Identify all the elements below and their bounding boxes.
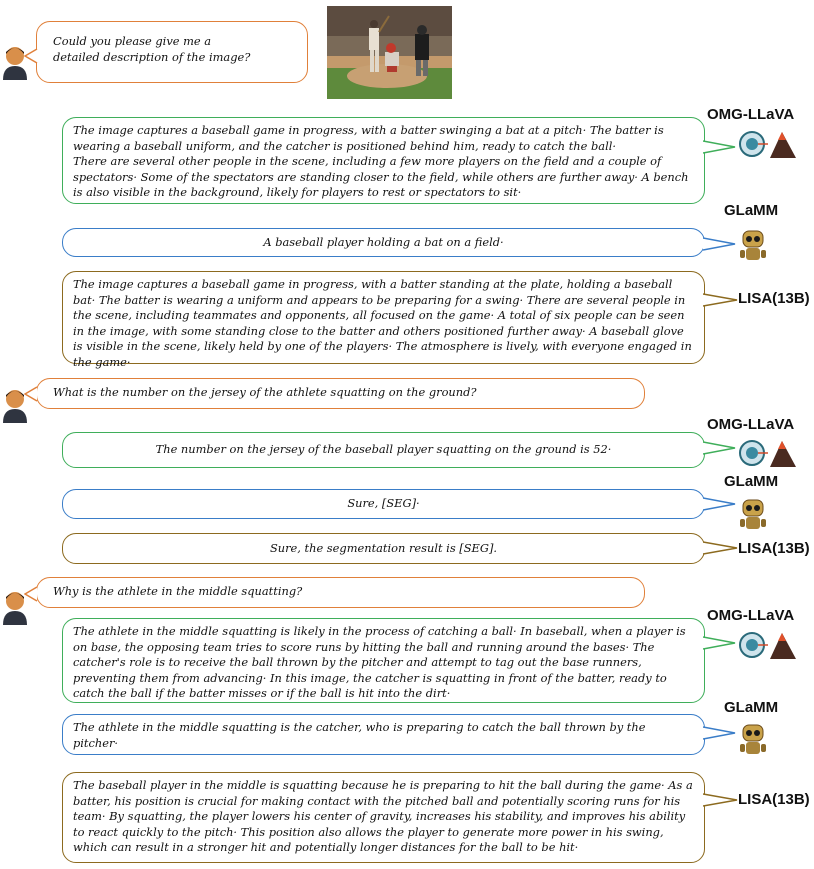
glamm-robot-icon <box>738 497 768 533</box>
bubble-tail <box>24 586 38 602</box>
answer-text: The athlete in the middle squatting is the catcher, who is preparing to catch the ball thrown by the pitcher· <box>73 720 646 750</box>
glamm-answer-3 <box>62 714 705 755</box>
bubble-tail <box>24 386 38 402</box>
glamm-robot-icon <box>738 722 768 758</box>
baseball-photo <box>327 6 452 99</box>
model-label-omg-llava: OMG-LLaVA <box>707 106 795 123</box>
omg-llava-answer-3 <box>62 618 705 703</box>
model-label-glamm: GLaMM <box>724 202 779 219</box>
question-text: What is the number on the jersey of the athlete squatting on the ground? <box>53 385 477 399</box>
glamm-robot-icon <box>738 228 768 264</box>
glamm-answer-2 <box>62 489 705 519</box>
model-label-lisa: LISA(13B) <box>738 540 810 557</box>
bubble-tail <box>703 237 737 251</box>
answer-text: The baseball player in the middle is squatting because he is preparing to hit the ball during the game· As a batter, his position is crucial for making contact with the pitched ball and potentially scoring runs for his team· By squatting, the player lowers his center of gravity, increases his stability, and improves his ability to react quickly to the pitch· This position also allows the player to generate more power in his swing, which can result in a stronger hit and potentially longer distances for the ball to be hit· <box>73 778 693 855</box>
answer-text: A baseball player holding a bat on a field· <box>263 234 504 249</box>
omg-llava-answer-2 <box>62 432 705 468</box>
question-text: Why is the athlete in the middle squatting? <box>53 584 303 598</box>
bubble-tail <box>703 541 739 555</box>
answer-text: Sure, the segmentation result is [SEG]. <box>269 540 498 555</box>
model-label-glamm: GLaMM <box>724 473 779 490</box>
lisa-answer-3 <box>62 772 705 863</box>
bubble-tail <box>703 793 739 807</box>
bubble-tail <box>703 726 737 740</box>
bubble-tail <box>24 48 38 64</box>
answer-text: The image captures a baseball game in progress, with a batter swinging a bat at a pitch· The batter is wearing a baseball uniform, and the catcher is positioned behind him, ready to catch the ball· There are several other people in the scene, including a few more players on the field and a couple of spectators· Some of the spectators are standing closer to the field, while others are further away· A bench is also visible in the background, likely for players to rest or spectators to sit· <box>73 123 689 200</box>
bubble-tail <box>703 293 739 307</box>
bubble-tail <box>703 140 737 154</box>
model-label-omg-llava: OMG-LLaVA <box>707 607 795 624</box>
answer-text: Sure, [SEG]· <box>347 496 420 511</box>
model-label-glamm: GLaMM <box>724 699 779 716</box>
glamm-answer-1 <box>62 228 705 257</box>
omg-llava-answer-1 <box>62 117 705 204</box>
user-question-2 <box>36 378 645 409</box>
user-question-3 <box>36 577 645 608</box>
model-label-lisa: LISA(13B) <box>738 290 810 307</box>
omg-llava-logo-icon <box>738 437 798 469</box>
omg-llava-logo-icon <box>738 128 798 160</box>
model-label-lisa: LISA(13B) <box>738 791 810 808</box>
bubble-tail <box>703 636 737 650</box>
model-label-omg-llava: OMG-LLaVA <box>707 416 795 433</box>
lisa-answer-2 <box>62 533 705 564</box>
bubble-tail <box>703 497 737 511</box>
answer-text: The athlete in the middle squatting is likely in the process of catching a ball· In baseball, when a player is on base, the opposing team tries to score runs by hitting the ball and running around the bases· The catcher's role is to receive the ball thrown by the pitcher and attempt to tag out the base runners, preventing them from advancing· In this image, the catcher is squatting in front of the batter, ready to catch the ball if the batter misses or if the ball is hit into the dirt· <box>73 624 686 701</box>
user-question-1 <box>36 21 308 83</box>
question-text: Could you please give me a detailed description of the image? <box>53 34 251 64</box>
bubble-tail <box>703 441 737 455</box>
omg-llava-logo-icon <box>738 629 798 661</box>
answer-text: The image captures a baseball game in progress, with a batter standing at the plate, holding a baseball bat· The batter is wearing a uniform and appears to be preparing for a swing· There are several people in the scene, including teammates and opponents, all focused on the game· A total of six people can be seen in the image, with some standing close to the batter and others positioned further away· A baseball glove is visible in the scene, likely held by one of the players· The atmosphere is lively, with everyone engaged in the game· <box>73 277 692 369</box>
lisa-answer-1 <box>62 271 705 369</box>
answer-text: The number on the jersey of the baseball player squatting on the ground is 52· <box>155 442 612 457</box>
